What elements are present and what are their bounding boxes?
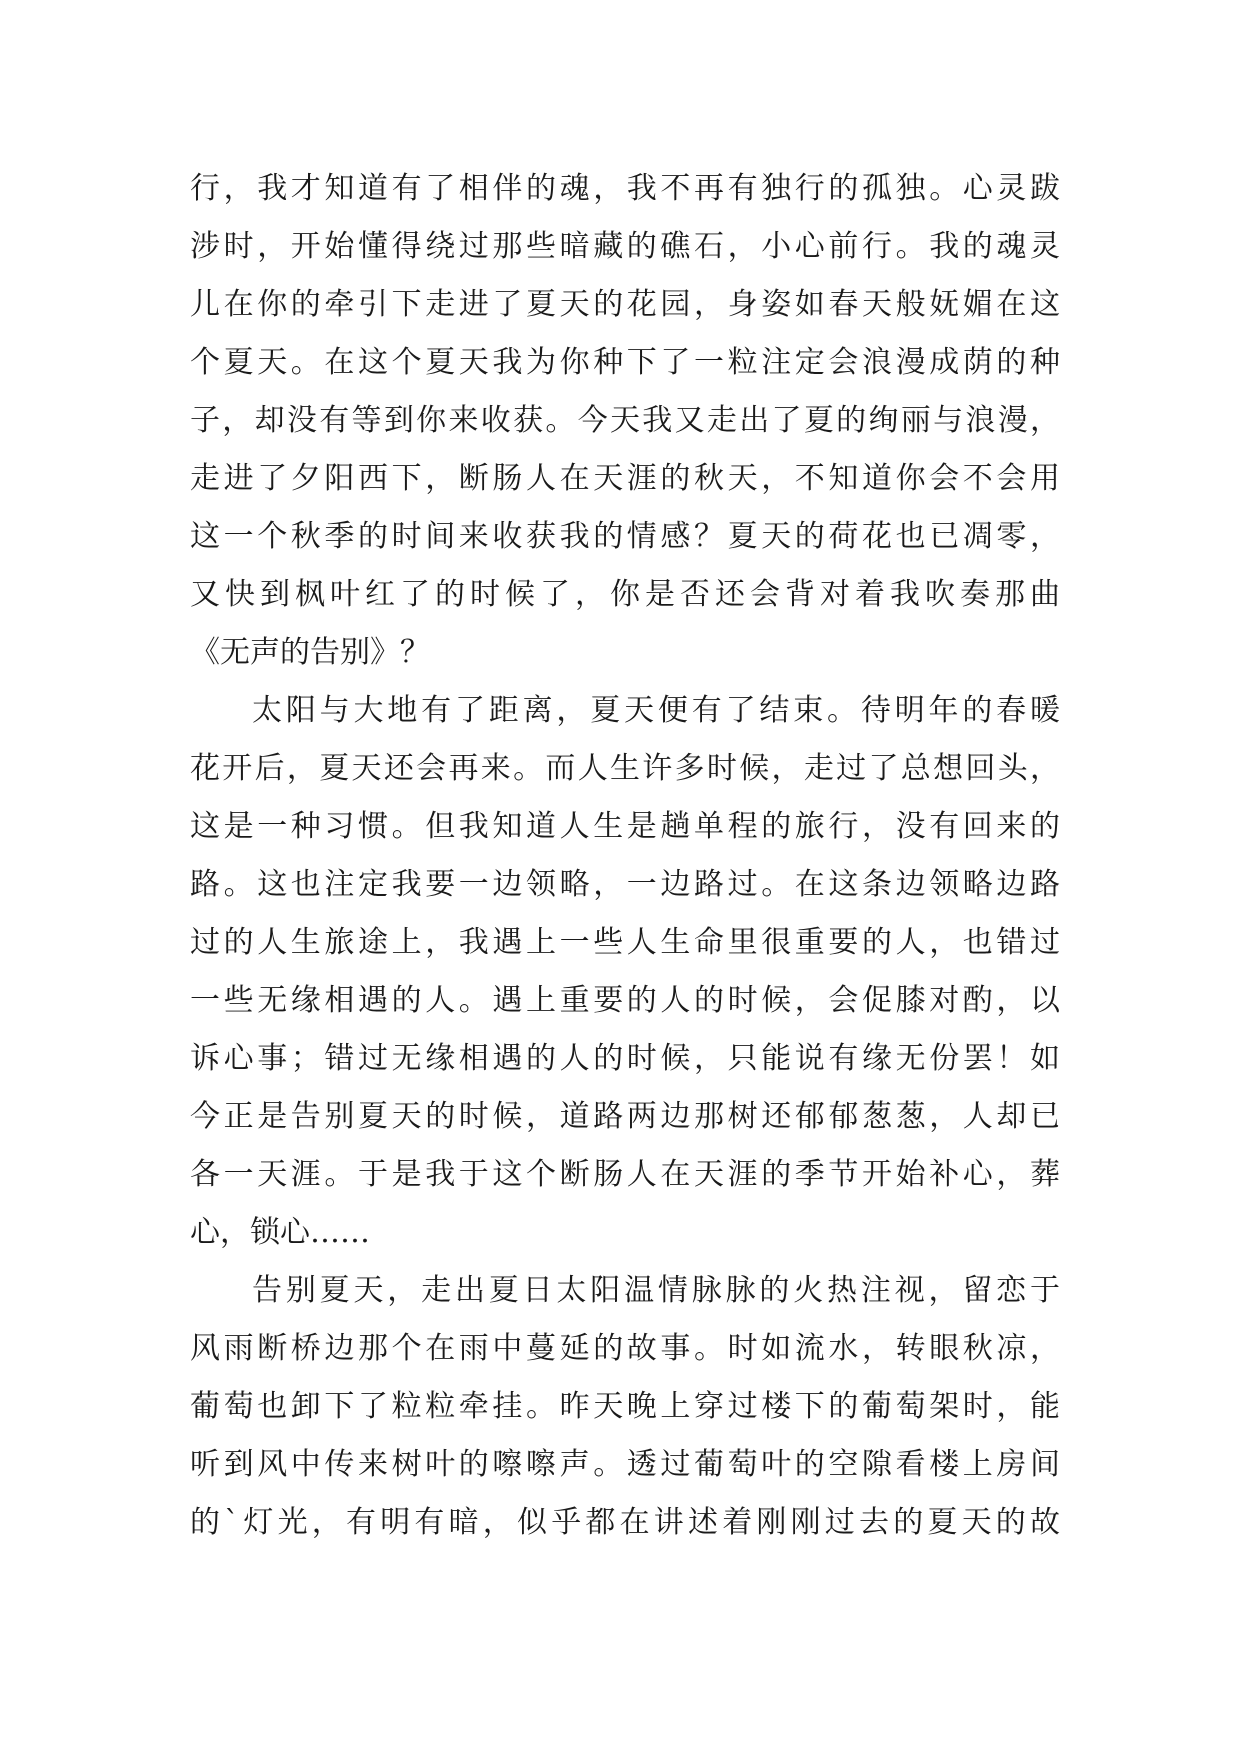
text-line: 一些无缘相遇的人。遇上重要的人的时候，会促膝对酌，以 [190, 983, 1060, 1018]
text-line: 个夏天。在这个夏天我为你种下了一粒注定会浪漫成荫的种 [190, 345, 1060, 380]
text-line: 风雨断桥边那个在雨中蔓延的故事。时如流水，转眼秋凉， [190, 1331, 1060, 1366]
text-line: 各一天涯。于是我于这个断肠人在天涯的季节开始补心，葬 [190, 1157, 1060, 1192]
text-line: 今正是告别夏天的时候，道路两边那树还郁郁葱葱，人却已 [190, 1099, 1060, 1134]
text-line: 走进了夕阳西下，断肠人在天涯的秋天，不知道你会不会用 [190, 461, 1060, 496]
text-line: 过的人生旅途上，我遇上一些人生命里很重要的人，也错过 [190, 925, 1060, 960]
text-line: 心，锁心…… [190, 1215, 370, 1250]
text-line: 花开后，夏天还会再来。而人生许多时候，走过了总想回头， [190, 751, 1060, 786]
text-line: 又快到枫叶红了的时候了，你是否还会背对着我吹奏那曲 [190, 577, 1060, 612]
text-line: 路。这也注定我要一边领略，一边路过。在这条边领略边路 [190, 867, 1060, 902]
text-line: 行，我才知道有了相伴的魂，我不再有独行的孤独。心灵跋 [190, 171, 1060, 206]
text-line: 葡萄也卸下了粒粒牵挂。昨天晚上穿过楼下的葡萄架时，能 [190, 1389, 1060, 1424]
text-line: 儿在你的牵引下走进了夏天的花园，身姿如春天般妩媚在这 [190, 287, 1060, 322]
text-line: 诉心事；错过无缘相遇的人的时候，只能说有缘无份罢！如 [190, 1041, 1060, 1076]
text-line: 涉时，开始懂得绕过那些暗藏的礁石，小心前行。我的魂灵 [190, 229, 1060, 264]
body-text [190, 160, 1060, 1552]
text-line: 这一个秋季的时间来收获我的情感？夏天的荷花也已凋零， [190, 519, 1060, 554]
text-line: 这是一种习惯。但我知道人生是趟单程的旅行，没有回来的 [190, 809, 1060, 844]
text-line: 听到风中传来树叶的嚓嚓声。透过葡萄叶的空隙看楼上房间 [190, 1447, 1060, 1482]
paragraph-first-line: 告别夏天，走出夏日太阳温情脉脉的火热注视，留恋于 [252, 1273, 1060, 1308]
text-line: 子，却没有等到你来收获。今天我又走出了夏的绚丽与浪漫， [190, 403, 1060, 438]
paragraph-first-line: 太阳与大地有了距离，夏天便有了结束。待明年的春暖 [252, 693, 1060, 728]
text-line: 的`灯光，有明有暗，似乎都在讲述着刚刚过去的夏天的故 [190, 1505, 1060, 1540]
text-line: 《无声的告别》？ [190, 635, 430, 670]
